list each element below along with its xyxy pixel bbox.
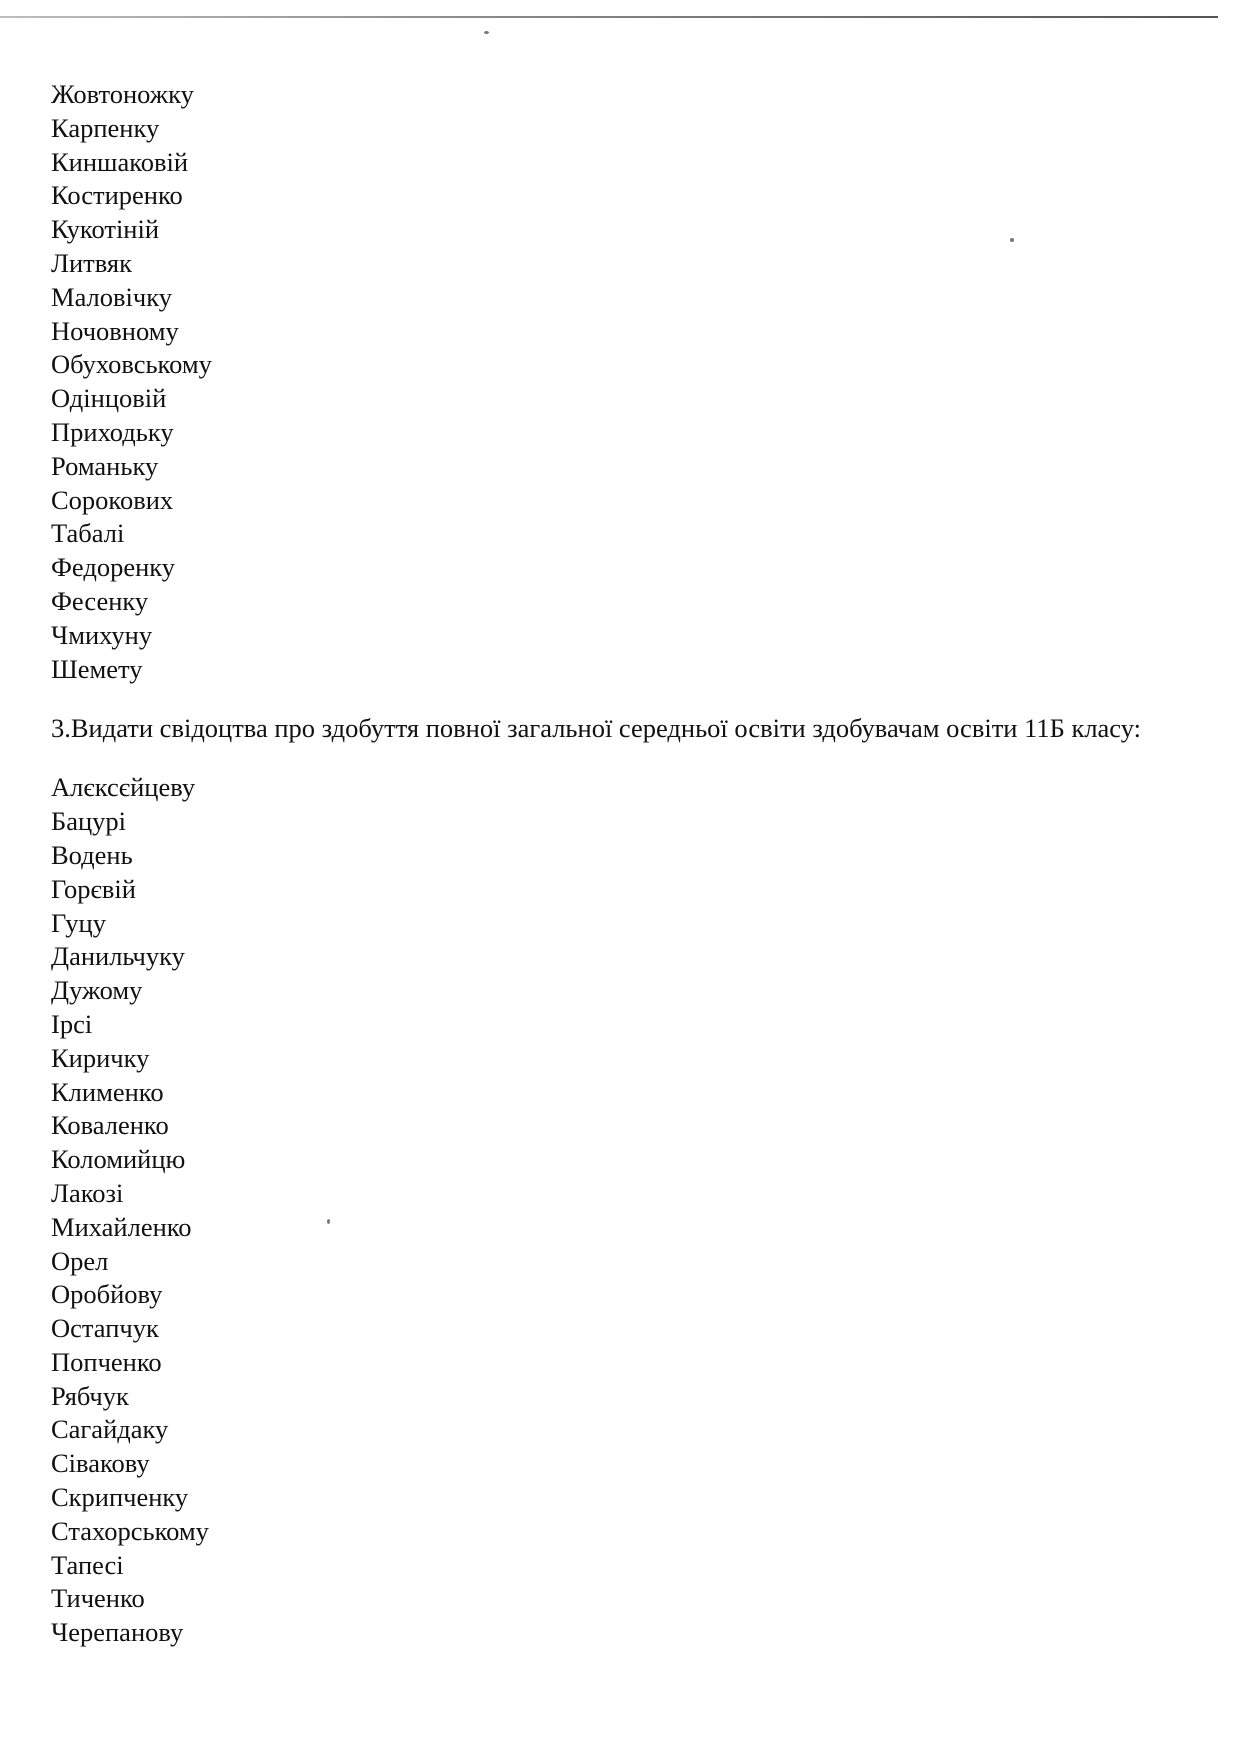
student-name: Сагайдаку — [51, 1414, 169, 1445]
student-name: Шемету — [51, 653, 143, 684]
student-name: Сівакову — [51, 1448, 150, 1479]
student-name: Маловічку — [51, 281, 172, 312]
student-name: Тапесі — [51, 1549, 124, 1580]
document-page — [51, 78, 1151, 1650]
student-name: Черепанову — [51, 1617, 184, 1648]
student-name: Чмихуну — [51, 619, 153, 650]
student-name: Горєвій — [51, 873, 136, 904]
student-name: Бацурі — [51, 806, 127, 837]
student-name: Карпенку — [51, 112, 160, 143]
student-name: Попченко — [51, 1346, 162, 1377]
student-name: Лакозі — [51, 1177, 124, 1208]
student-name: Костиренко — [51, 180, 183, 211]
student-name: Тиченко — [51, 1583, 145, 1614]
student-name: Водень — [51, 839, 133, 870]
student-name: Алєксєйцеву — [51, 772, 196, 803]
student-name: Сорокових — [51, 484, 174, 515]
student-name: Гуцу — [51, 907, 106, 938]
student-name: Коломийцю — [51, 1144, 186, 1175]
student-name: Оробйову — [51, 1279, 163, 1310]
student-name: Приходьку — [51, 416, 174, 447]
student-name: Данильчуку — [51, 941, 185, 972]
student-name: Дужому — [51, 975, 143, 1006]
student-name: Фесенку — [51, 585, 149, 616]
student-name: Скрипченку — [51, 1482, 189, 1513]
student-name: Табалі — [51, 518, 125, 549]
scan-top-edge-line — [0, 16, 1218, 18]
student-name: Кукотіній — [51, 214, 160, 245]
student-name: Романьку — [51, 450, 159, 481]
student-name: Остапчук — [51, 1313, 159, 1344]
scan-speck — [484, 31, 489, 34]
student-name: Коваленко — [51, 1110, 169, 1141]
student-name: Киншаковій — [51, 146, 189, 177]
student-name: Литвяк — [51, 247, 132, 278]
student-name: Жовтоножку — [51, 79, 194, 109]
student-name: Ірсі — [51, 1008, 93, 1039]
student-list-11a — [51, 78, 1151, 686]
student-list-11b — [51, 771, 1151, 1650]
student-name: Одінцовій — [51, 383, 167, 414]
student-name: Рябчук — [51, 1380, 129, 1411]
student-name: Федоренку — [51, 552, 176, 583]
student-name: Стахорському — [51, 1515, 209, 1546]
student-name: Ночовному — [51, 315, 179, 346]
student-name: Клименко — [51, 1076, 164, 1107]
student-name: Михайленко — [51, 1211, 192, 1242]
student-name: Обуховському — [51, 349, 212, 380]
section-3-paragraph: 3.Видати свідоцтва про здобуття повної загальної середньої освіти здобувачам освіти 11Б класу: — [51, 713, 1141, 744]
student-name: Киричку — [51, 1042, 150, 1073]
student-name: Орел — [51, 1245, 109, 1276]
